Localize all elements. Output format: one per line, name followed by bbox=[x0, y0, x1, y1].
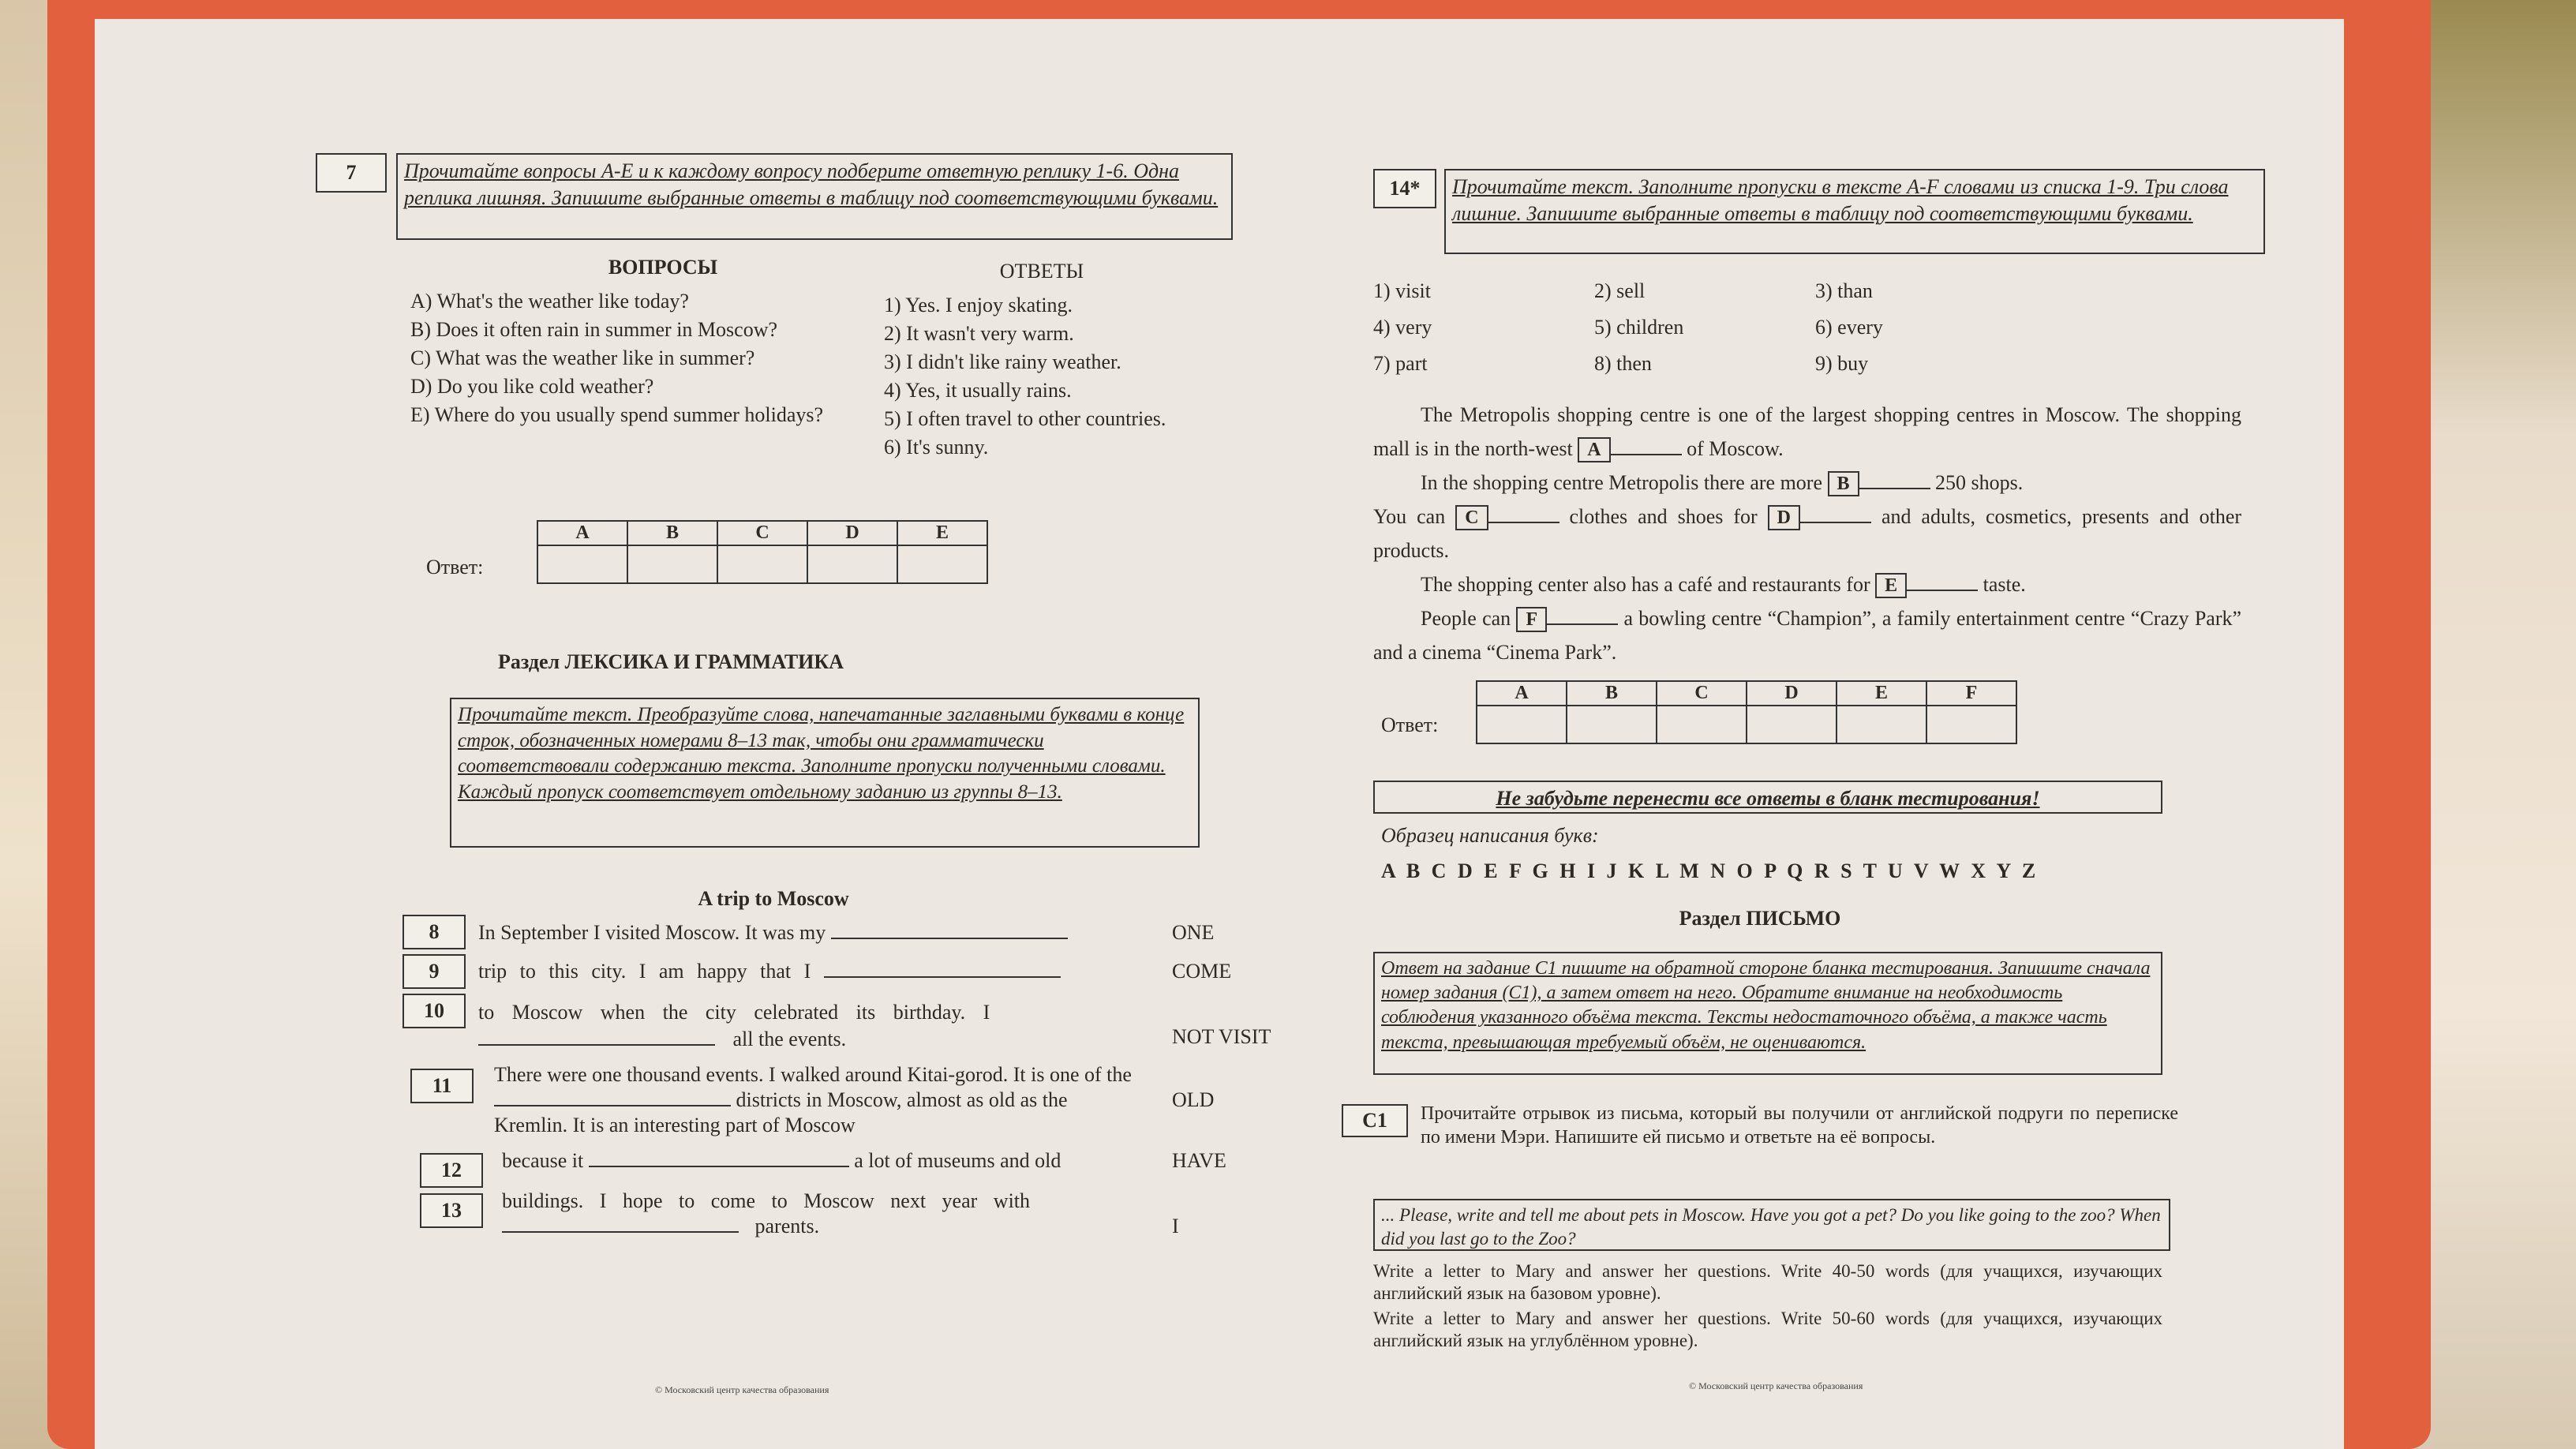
word-9: 9) buy bbox=[1815, 352, 1869, 375]
answers-header: ОТВЕТЫ bbox=[999, 260, 1084, 283]
question-e: E) Where do you usually spend summer holidays? bbox=[410, 403, 824, 426]
answer-4: 4) Yes, it usually rains. bbox=[884, 379, 1072, 402]
answer-col-b: B bbox=[627, 521, 717, 545]
item-9-word: COME bbox=[1172, 960, 1232, 983]
item-8-text: In September I visited Moscow. It was my bbox=[478, 921, 826, 944]
gap-a-label: A bbox=[1578, 437, 1610, 462]
answer-5: 5) I often travel to other countries. bbox=[884, 407, 1166, 430]
task-14-instruction bbox=[1444, 169, 2265, 254]
para-3-text: You can bbox=[1373, 505, 1446, 528]
gap-col-b: B bbox=[1567, 681, 1657, 706]
gap-cell-a[interactable] bbox=[1477, 706, 1567, 743]
answer-cell-c[interactable] bbox=[717, 545, 807, 583]
item-13-text: buildings. I hope to come to Moscow next year with bbox=[502, 1189, 1031, 1212]
task-7-answer-table bbox=[537, 520, 988, 584]
gap-a-blank[interactable] bbox=[1611, 454, 1682, 455]
gap-e-label: E bbox=[1875, 573, 1907, 598]
item-9-line bbox=[478, 960, 1173, 983]
left-footer: © Московский центр качества образования bbox=[655, 1384, 829, 1395]
item-12-line bbox=[502, 1149, 1149, 1173]
para-1-end: of Moscow. bbox=[1687, 437, 1784, 460]
task-14-answer-label: Ответ: bbox=[1381, 713, 1439, 736]
word-2: 2) sell bbox=[1594, 279, 1646, 302]
answer-col-c: C bbox=[717, 521, 807, 545]
gap-cell-e[interactable] bbox=[1837, 706, 1926, 743]
gap-d-blank[interactable] bbox=[1800, 522, 1871, 523]
question-b: B) Does it often rain in summer in Moscow? bbox=[410, 318, 778, 341]
task-7-number: 7 bbox=[316, 153, 387, 193]
word-4: 4) very bbox=[1373, 316, 1432, 339]
item-12-text: because it bbox=[502, 1149, 584, 1172]
item-12-number: 12 bbox=[420, 1153, 483, 1188]
item-10-number: 10 bbox=[402, 994, 466, 1028]
write-task-base: Write a letter to Mary and answer her questions. Write 40-50 words (для учащихся, изучающих английский язык на базовом уровне). bbox=[1373, 1261, 2162, 1303]
para-3-end: and adults, cosmetics, presents and other products. bbox=[1373, 505, 2242, 562]
question-a: A) What's the weather like today? bbox=[410, 290, 689, 313]
item-13-text-after: parents. bbox=[754, 1215, 820, 1237]
reminder-text: Не забудьте перенести все ответы в бланк тестирования! bbox=[1496, 787, 2040, 810]
question-d: D) Do you like cold weather? bbox=[410, 375, 654, 398]
para-1-text: The Metropolis shopping centre is one of the largest shopping centres in Moscow. The shopping mall is in the north-west bbox=[1373, 403, 2241, 460]
task-7-answer-label: Ответ: bbox=[426, 556, 484, 578]
para-2-end: 250 shops. bbox=[1935, 471, 2024, 494]
item-13-number: 13 bbox=[420, 1193, 483, 1228]
left-page bbox=[213, 19, 1294, 1449]
word-8: 8) then bbox=[1594, 352, 1652, 375]
item-8-word: ONE bbox=[1172, 921, 1215, 944]
item-13-line bbox=[502, 1189, 1141, 1239]
gap-col-c: C bbox=[1657, 681, 1747, 706]
word-5: 5) children bbox=[1594, 316, 1684, 339]
answer-col-a: A bbox=[537, 521, 627, 545]
answer-cell-b[interactable] bbox=[627, 545, 717, 583]
section-lexis-title: Раздел ЛЕКСИКА И ГРАММАТИКА bbox=[497, 650, 844, 673]
gap-f-label: F bbox=[1516, 607, 1547, 632]
item-12-word: HAVE bbox=[1172, 1149, 1226, 1172]
item-8-blank[interactable] bbox=[831, 938, 1068, 939]
answer-cell-a[interactable] bbox=[537, 545, 627, 583]
item-9-blank[interactable] bbox=[824, 976, 1061, 978]
exam-sheet bbox=[95, 19, 2344, 1449]
item-10-text-after: all the events. bbox=[732, 1028, 847, 1050]
gap-cell-c[interactable] bbox=[1657, 706, 1747, 743]
gap-b-label: B bbox=[1828, 471, 1859, 496]
right-page bbox=[1362, 19, 2281, 1449]
task-7-instruction bbox=[396, 153, 1233, 240]
gap-c-blank[interactable] bbox=[1488, 522, 1559, 523]
answer-cell-d[interactable] bbox=[807, 545, 897, 583]
gap-col-d: D bbox=[1747, 681, 1837, 706]
questions-list bbox=[410, 287, 868, 429]
task-14-answer-table bbox=[1476, 680, 2017, 744]
letter-extract bbox=[1373, 1199, 2170, 1251]
item-10-blank[interactable] bbox=[478, 1044, 715, 1046]
para-3-mid: clothes and shoes for bbox=[1569, 505, 1758, 528]
para-5-end: a bowling centre “Champion”, a family entertainment centre “Crazy Park” and a cinema “Cinema Park”. bbox=[1373, 607, 2242, 664]
item-12-blank[interactable] bbox=[589, 1166, 849, 1167]
gap-c-label: C bbox=[1455, 505, 1488, 530]
item-11-word: OLD bbox=[1172, 1088, 1215, 1111]
item-10-word: NOT VISIT bbox=[1172, 1025, 1271, 1048]
para-4-end: taste. bbox=[1983, 573, 2026, 596]
item-8-number: 8 bbox=[402, 915, 466, 949]
para-4-text: The shopping center also has a café and restaurants for bbox=[1421, 573, 1870, 596]
answer-1: 1) Yes. I enjoy skating. bbox=[884, 294, 1073, 316]
gap-cell-f[interactable] bbox=[1926, 706, 2016, 743]
item-9-text: trip to this city. I am happy that I bbox=[478, 960, 811, 983]
answer-cell-e[interactable] bbox=[897, 545, 987, 583]
word-6: 6) every bbox=[1815, 316, 1883, 339]
section-writing-title: Раздел ПИСЬМО bbox=[1679, 907, 1841, 930]
shopping-text bbox=[1373, 398, 2241, 669]
gap-b-blank[interactable] bbox=[1859, 488, 1930, 489]
gap-col-a: A bbox=[1477, 681, 1567, 706]
item-8-line bbox=[478, 921, 1173, 945]
word-7: 7) part bbox=[1373, 352, 1428, 375]
answer-col-d: D bbox=[807, 521, 897, 545]
reminder-box bbox=[1373, 781, 2162, 814]
write-task-advanced: Write a letter to Mary and answer her questions. Write 50-60 words (для учащихся, изучающих английский язык на углублённом уровне). bbox=[1373, 1309, 2162, 1350]
letter-extract-text: ... Please, write and tell me about pets in Moscow. Have you got a pet? Do you like going to the zoo? When did you last go to the Zoo? bbox=[1381, 1205, 2161, 1249]
answer-2: 2) It wasn't very warm. bbox=[884, 322, 1074, 345]
question-c: C) What was the weather like in summer? bbox=[410, 346, 755, 369]
c1-text: Прочитайте отрывок из письма, который вы получили от английской подруги по переписке по имени Мэри. Напишите ей письмо и ответьте на её вопросы. bbox=[1421, 1103, 2178, 1148]
item-13-blank[interactable] bbox=[502, 1231, 739, 1233]
task-14-number: 14* bbox=[1373, 169, 1436, 208]
c1-number: C1 bbox=[1342, 1104, 1408, 1137]
word-1: 1) visit bbox=[1373, 279, 1431, 302]
word-3: 3) than bbox=[1815, 279, 1873, 302]
right-footer: © Московский центр качества образования bbox=[1689, 1380, 1863, 1391]
gap-col-e: E bbox=[1837, 681, 1926, 706]
item-11-text: There were one thousand events. I walked around Kitai-gorod. It is one of the bbox=[494, 1063, 1132, 1086]
writing-instruction-text: Ответ на задание C1 пишите на обратной стороне бланка тестирования. Запишите сначала номер задания (C1), а затем ответ на него. Обратите внимание на необходимость соблюдения указанного объёма текста. Тексты недостаточного объёма, а также часть текста, превышающая требуемый объём, не оцениваются. bbox=[1381, 958, 2151, 1053]
grammar-instruction bbox=[450, 698, 1200, 848]
task-14-instruction-text: Прочитайте текст. Заполните пропуски в тексте A-F словами из списка 1-9. Три слова лишние. Запишите выбранные ответы в таблицу под соответствующими буквами. bbox=[1452, 175, 2229, 225]
item-11-text-after: districts in Moscow, almost as old as the Kremlin. It is an interesting part of Moscow bbox=[494, 1088, 1068, 1136]
answers-list bbox=[884, 291, 1247, 462]
gap-cell-d[interactable] bbox=[1747, 706, 1837, 743]
answer-6: 6) It's sunny. bbox=[884, 436, 989, 459]
item-12-text-after: a lot of museums and old bbox=[854, 1149, 1061, 1172]
task-7-instruction-text: Прочитайте вопросы А-Е и к каждому вопросу подберите ответную реплику 1-6. Одна реплика лишняя. Запишите выбранные ответы в таблицу под соответствующими буквами. bbox=[404, 159, 1219, 209]
grammar-instruction-text: Прочитайте текст. Преобразуйте слова, напечатанные заглавными буквами в конце строк, обозначенных номерами 8–13 так, чтобы они грамматически соответствовали содержанию текста. Заполните пропуски полученными словами. Каждый пропуск соответствует отдельному заданию из группы 8–13. bbox=[458, 704, 1185, 803]
gap-cell-b[interactable] bbox=[1567, 706, 1657, 743]
gap-d-label: D bbox=[1768, 505, 1800, 530]
text-title: A trip to Moscow bbox=[698, 887, 849, 910]
sample-label: Образец написания букв: bbox=[1381, 824, 1599, 847]
para-2-text: In the shopping centre Metropolis there are more bbox=[1421, 471, 1822, 494]
item-11-line bbox=[494, 1062, 1133, 1138]
item-11-number: 11 bbox=[410, 1069, 474, 1103]
questions-header: ВОПРОСЫ bbox=[608, 256, 718, 279]
item-10-line bbox=[478, 999, 1133, 1053]
writing-instruction bbox=[1373, 952, 2162, 1075]
item-11-blank[interactable] bbox=[494, 1105, 731, 1106]
item-9-number: 9 bbox=[402, 954, 466, 989]
gap-e-blank[interactable] bbox=[1907, 590, 1978, 591]
item-10-text: to Moscow when the city celebrated its birthday. I bbox=[478, 1001, 990, 1024]
item-13-word: I bbox=[1172, 1215, 1179, 1237]
para-5-text: People can bbox=[1421, 607, 1511, 630]
gap-col-f: F bbox=[1926, 681, 2016, 706]
alphabet-sample: A B C D E F G H I J K L M N O P Q R S T U V W X Y Z bbox=[1381, 859, 2039, 882]
answer-3: 3) I didn't like rainy weather. bbox=[884, 350, 1121, 373]
answer-col-e: E bbox=[897, 521, 987, 545]
gap-f-blank[interactable] bbox=[1547, 623, 1618, 625]
